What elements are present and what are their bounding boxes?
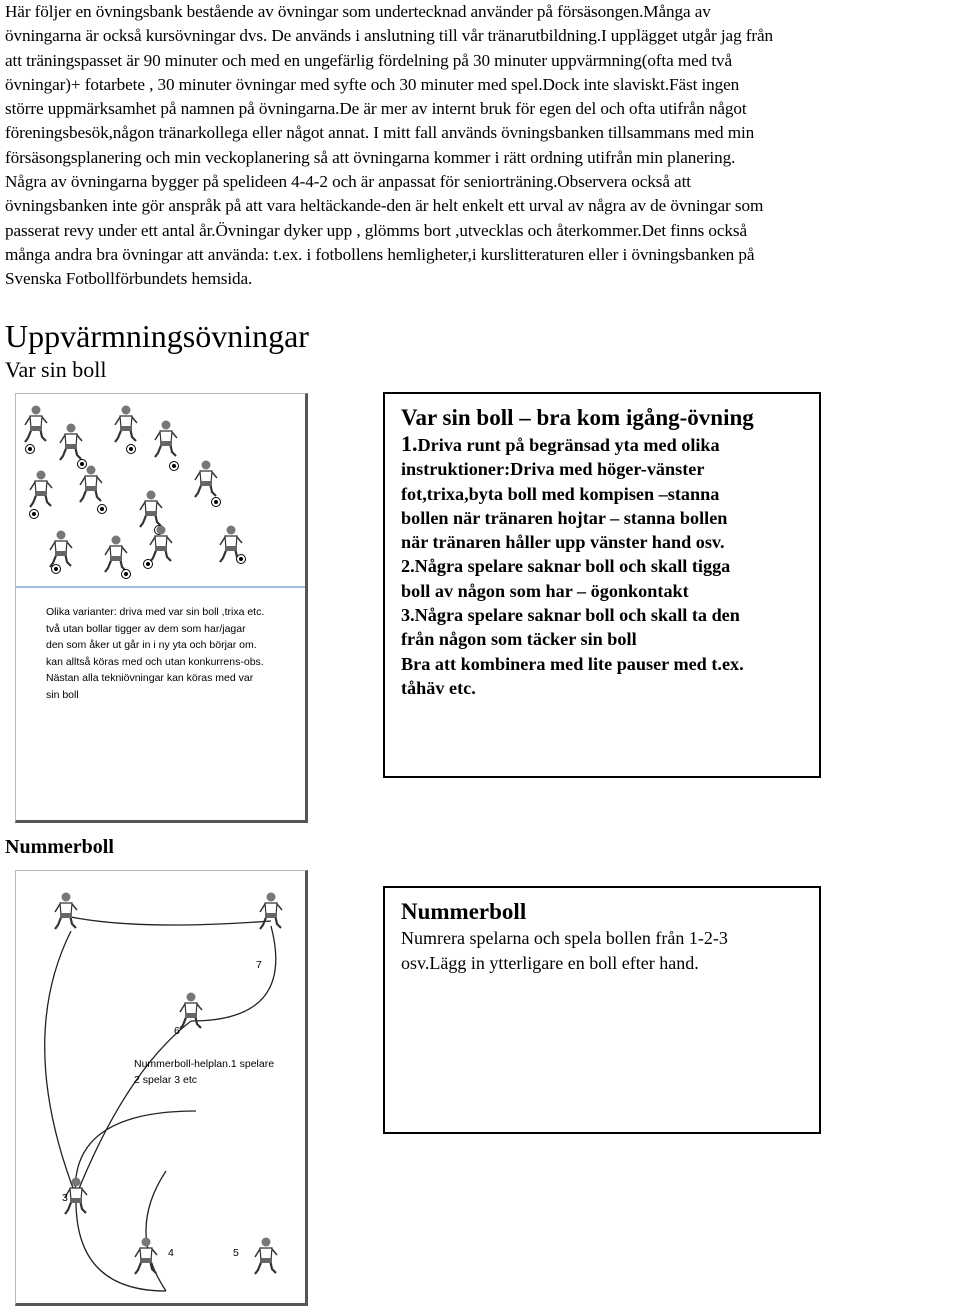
- nummerboll-figure: [15, 870, 308, 1306]
- var-sin-boll-figure: [15, 393, 308, 823]
- box-line: 3.Några spelare saknar boll och skall ta den: [401, 605, 740, 626]
- intro-line: övningarna är också kursövningar dvs. De används i anslutning till vår tränarutbildning.I upplägget utgår jag från: [5, 26, 774, 46]
- box-line: från någon som täcker sin boll: [401, 629, 637, 650]
- figure-title: Nummerboll-helplan.1 spelare: [134, 1058, 275, 1070]
- player-icon: [25, 406, 246, 579]
- box-line: instruktioner:Driva med höger-vänster: [401, 459, 705, 480]
- intro-line: övningsbanken inte gör anspråk på att vara heltäckande-den är helt enkelt ett urval av några av de övningar som: [5, 196, 764, 216]
- nummerboll-label: Nummerboll: [5, 836, 114, 858]
- intro-line: försäsongsplanering och min veckoplanering så att övningarna kommer i rätt ordning utifrån min planering.: [5, 147, 736, 167]
- intro-line: övningar)+ fotarbete , 30 minuter övningar med syfte och 30 minuter med spel.Dock inte slaviskt.Fäst ingen: [5, 74, 740, 94]
- intro-line: föreningsbesök,någon tränarkollega eller något annat. I mitt fall används övningsbanken tillsammans med min: [5, 123, 755, 143]
- box-line: boll av någon som har – ögonkontakt: [401, 580, 689, 601]
- player-number: 3: [62, 1192, 68, 1204]
- section-heading: Uppvärmningsövningar: [5, 318, 309, 354]
- intro-line: passerat revy under ett antal år.Övningar dyker upp , glömms bort ,utvecklas och återkommer.Det finns också: [5, 220, 747, 240]
- figure-caption: [46, 604, 308, 703]
- box-title: Nummerboll: [401, 899, 527, 924]
- caption-line: kan alltså köras med och utan konkurrens-obs.: [46, 655, 264, 668]
- player-number: 7: [256, 959, 262, 971]
- intro-line: många andra bra övningar att använda: t.ex. i fotbollens hemligheter,i kurslitteraturen eller i övningsbanken på: [5, 244, 755, 264]
- step-number: 1.: [401, 431, 418, 456]
- exercise-subheading: Var sin boll: [5, 357, 107, 382]
- box-body: [401, 926, 805, 976]
- intro-paragraph: [5, 0, 960, 292]
- caption-line: Olika varianter: driva med var sin boll ,trixa etc.: [46, 606, 265, 618]
- box-line: tåhäv etc.: [401, 677, 476, 698]
- player-number: 6: [174, 1025, 180, 1037]
- box-line: Numrera spelarna och spela bollen från 1-2-3: [401, 928, 728, 948]
- caption-line: Nästan alla tekniövningar kan köras med var: [46, 672, 254, 684]
- pass-lines: [45, 916, 276, 1291]
- nummerboll-diagram: [16, 871, 308, 1306]
- intro-line: Några av övningarna bygger på spelideen 4-4-2 och är anpassat för seniorträning.Observera också att: [5, 172, 691, 192]
- box-line: bollen när tränaren hojtar – stanna bollen: [401, 507, 728, 528]
- box-line: när tränaren håller upp vänster hand osv.: [401, 532, 725, 553]
- player-number: 4: [168, 1247, 174, 1259]
- box-line: fot,trixa,byta boll med kompisen –stanna: [401, 483, 720, 504]
- figure-subtitle: 2 spelar 3 etc: [134, 1074, 198, 1086]
- player-number: 5: [233, 1247, 239, 1259]
- box-line: Bra att kombinera med lite pauser med t.ex.: [401, 653, 744, 674]
- intro-line: Här följer en övningsbank bestående av övningar som undertecknad använder på försäsongen.Många av: [5, 2, 711, 21]
- intro-line: större uppmärksamhet på namnen på övningarna.De är mer av internt bruk för egen del och ofta utifrån något: [5, 99, 747, 119]
- caption-line: den som åker ut går in i ny yta och börjar om.: [46, 639, 257, 651]
- nummerboll-description: [383, 886, 821, 1134]
- box-line: 2.Några spelare saknar boll och skall tigga: [401, 556, 731, 577]
- caption-line: sin boll: [46, 688, 79, 701]
- box-line: Driva runt på begränsad yta med olika: [417, 435, 720, 455]
- box-line: osv.Lägg in ytterligare en boll efter hand.: [401, 953, 699, 973]
- box-body: [401, 432, 805, 700]
- intro-line: Svenska Fotbollförbundets hemsida.: [5, 269, 253, 289]
- box-title: Var sin boll – bra kom igång-övning: [401, 405, 754, 430]
- var-sin-boll-description: [383, 392, 821, 778]
- caption-line: två utan bollar tigger av dem som har/jagar: [46, 622, 246, 635]
- intro-line: att träningspasset är 90 minuter och med en ungefärlig fördelning på 30 minuter uppvärmning(ofta med två: [5, 50, 733, 70]
